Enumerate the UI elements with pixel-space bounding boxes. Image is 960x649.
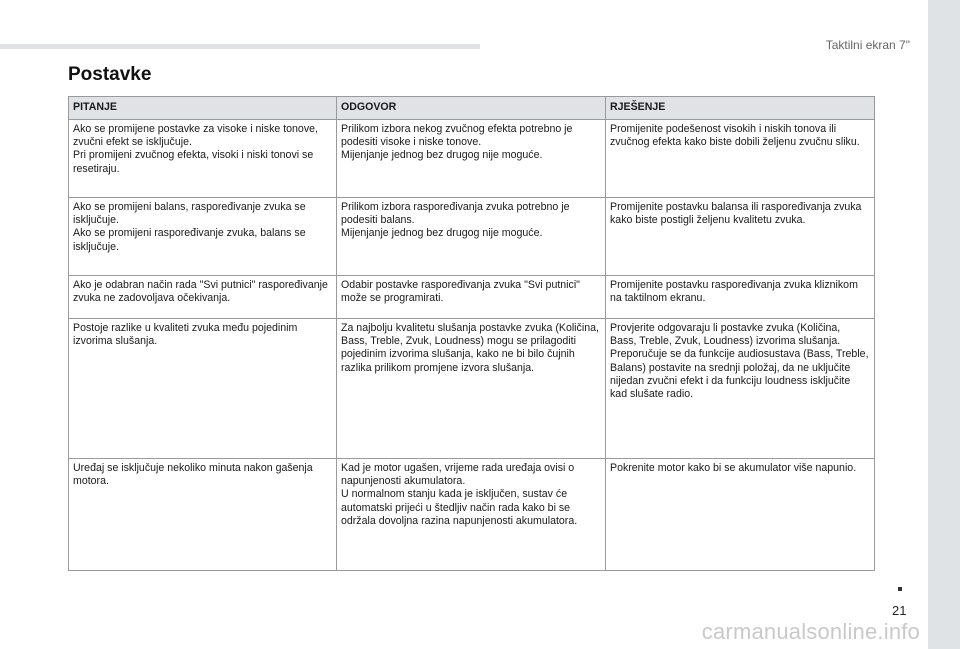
question-cell: Postoje razlike u kvaliteti zvuka među pojedinim izvorima slušanja.: [69, 319, 337, 459]
watermark: carmanualsonline.info: [701, 619, 920, 644]
solution-cell: Promijenite postavku balansa ili raspoređivanja zvuka kako biste postigli željenu kvalitetu zvuka.: [606, 198, 875, 276]
question-cell: Uređaj se isključuje nekoliko minuta nakon gašenja motora.: [69, 459, 337, 571]
question-cell: Ako je odabran način rada "Svi putnici" raspoređivanje zvuka ne zadovoljava očekivanja.: [69, 276, 337, 319]
solution-cell: Promijenite podešenost visokih i niskih tonova ili zvučnog efekta kako biste dobili željenu zvučnu sliku.: [606, 120, 875, 198]
page-edge-bar: [928, 0, 960, 649]
question-cell: Ako se promijeni balans, raspoređivanje zvuka se isključuje. Ako se promijeni raspoređivanje zvuka, balans se isključuje.: [69, 198, 337, 276]
solution-cell: Promijenite postavku raspoređivanja zvuka kliznikom na taktilnom ekranu.: [606, 276, 875, 319]
solution-cell: Pokrenite motor kako bi se akumulator više napunio.: [606, 459, 875, 571]
column-header-answer: ODGOVOR: [337, 97, 606, 120]
troubleshooting-table: [68, 96, 875, 571]
answer-cell: Prilikom izbora raspoređivanja zvuka potrebno je podesiti balans. Mijenjanje jednog bez drugog nije moguće.: [337, 198, 606, 276]
table-row: [69, 319, 875, 459]
table-row: [69, 459, 875, 571]
column-header-solution: RJEŠENJE: [606, 97, 875, 120]
answer-cell: Prilikom izbora nekog zvučnog efekta potrebno je podesiti visoke i niske tonove. Mijenjanje jednog bez drugog nije moguće.: [337, 120, 606, 198]
answer-cell: Kad je motor ugašen, vrijeme rada uređaja ovisi o napunjenosti akumulatora. U normalnom stanju kada je isključen, sustav će automatski prijeći u štedljiv način rada kako bi se održala dovoljna razina napunjenosti akumulatora.: [337, 459, 606, 571]
page-marker: [898, 587, 902, 591]
table-row: [69, 120, 875, 198]
column-header-question: PITANJE: [69, 97, 337, 120]
answer-cell: Za najbolju kvalitetu slušanja postavke zvuka (Količina, Bass, Treble, Zvuk, Loudness) mogu se prilagoditi pojedinim izvorima slušanja, kako ne bi bilo čujnih razlika prilikom promjene izvora slušanja.: [337, 319, 606, 459]
solution-cell: Provjerite odgovaraju li postavke zvuka (Količina, Bass, Treble, Zvuk, Loudness) izvorima slušanja. Preporučuje se da funkcije audiosustava (Bass, Treble, Balans) postavite na srednji položaj, da ne uključite nijedan zvučni efekt i da funkciju loudness isključite kad slušate radio.: [606, 319, 875, 459]
table-row: [69, 198, 875, 276]
answer-cell: Odabir postavke raspoređivanja zvuka "Svi putnici" može se programirati.: [337, 276, 606, 319]
table-header-row: [69, 97, 875, 120]
table-row: [69, 276, 875, 319]
top-rule: [0, 44, 480, 49]
question-cell: Ako se promijene postavke za visoke i niske tonove, zvučni efekt se isključuje. Pri promijeni zvučnog efekta, visoki i niski tonovi se resetiraju.: [69, 120, 337, 198]
page-title: Postavke: [68, 64, 152, 85]
page-number: 21: [892, 603, 907, 618]
section-title: Taktilni ekran 7": [825, 38, 910, 52]
